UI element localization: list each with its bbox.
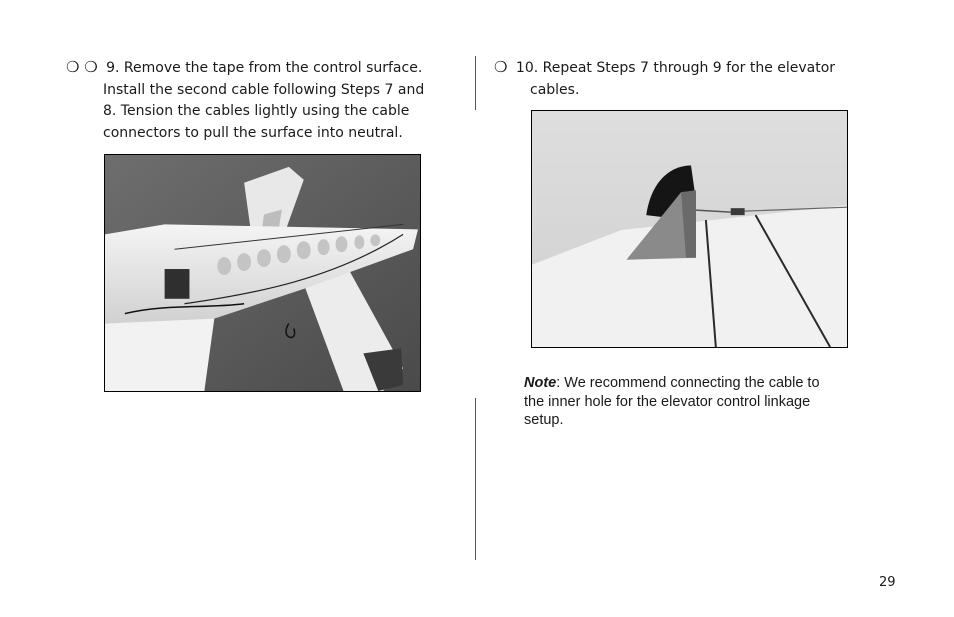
fuselage-cable-photo xyxy=(104,154,421,392)
step-10-line-2: cables. xyxy=(530,81,580,98)
step-9-line-1: ❍ ❍ 9. Remove the tape from the control surface. xyxy=(66,58,423,76)
step-9-line-4: connectors to pull the surface into neutral. xyxy=(103,124,403,141)
fuselage-cable-illustration xyxy=(105,155,420,391)
note-label: Note xyxy=(524,375,557,391)
elevator-horn-photo xyxy=(531,110,848,348)
step-9-instruction xyxy=(66,57,424,144)
circle-checkbox-icon[interactable]: ❍ xyxy=(494,58,508,76)
column-divider-top xyxy=(475,56,476,110)
elevator-horn-illustration xyxy=(532,111,847,347)
column-divider-bottom xyxy=(475,398,476,560)
circle-checkbox-icon[interactable]: ❍ ❍ xyxy=(66,58,98,76)
step-9-line-2: Install the second cable following Steps 7 and xyxy=(103,81,425,98)
note-paragraph xyxy=(524,374,834,430)
step-10-line-1: ❍ 10. Repeat Steps 7 through 9 for the elevator xyxy=(494,58,836,76)
step-9-line-3: 8. Tension the cables lightly using the cable xyxy=(103,103,410,119)
step-10-instruction xyxy=(494,57,835,101)
page-number: 29 xyxy=(879,575,896,590)
note-text: : We recommend connecting the cable to the inner hole for the elevator control linkage setup. xyxy=(524,375,820,428)
